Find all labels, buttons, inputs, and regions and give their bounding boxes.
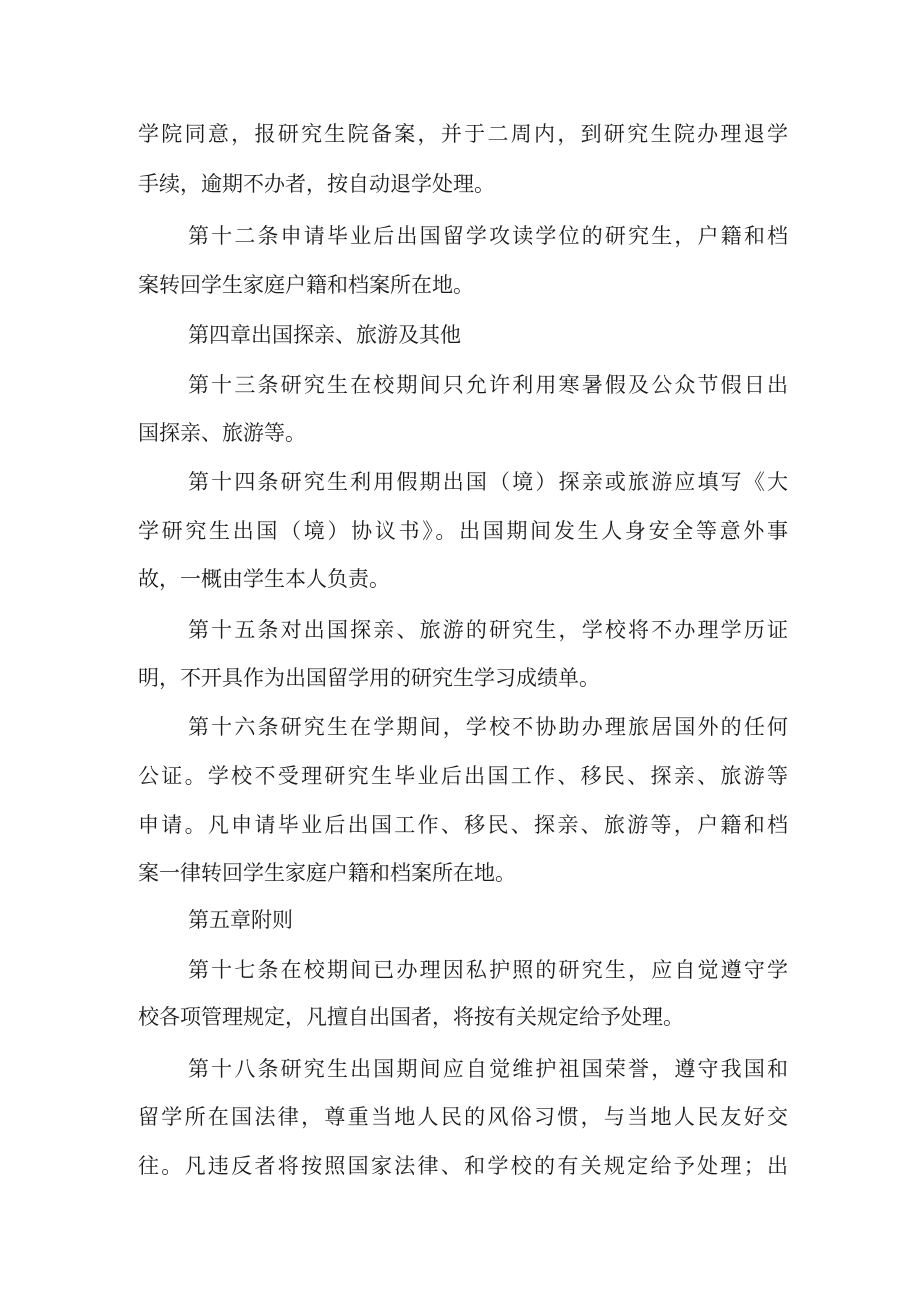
text-line: 往。凡违反者将按照国家法律、和学校的有关规定给予处理；出 — [138, 1154, 788, 1178]
text-line: 申请。凡申请毕业后出国工作、移民、探亲、旅游等，户籍和档 — [138, 813, 788, 837]
text-line: 第十三条研究生在校期间只允许利用寒暑假及公众节假日出 — [188, 373, 788, 397]
text-line: 第十二条申请毕业后出国留学攻读学位的研究生，户籍和档 — [188, 224, 788, 248]
text-line: 案转回学生家庭户籍和档案所在地。 — [138, 273, 474, 297]
text-line: 第十四条研究生利用假期出国（境）探亲或旅游应填写《大 — [188, 470, 788, 494]
text-line: 国探亲、旅游等。 — [138, 421, 306, 445]
text-line: 案一律转回学生家庭户籍和档案所在地。 — [138, 861, 516, 885]
text-line: 公证。学校不受理研究生毕业后出国工作、移民、探亲、旅游等 — [138, 764, 788, 788]
text-line: 第十七条在校期间已办理因私护照的研究生，应自觉遵守学 — [188, 958, 788, 982]
chapter-heading: 第五章附则 — [188, 908, 293, 932]
text-line: 第十五条对出国探亲、旅游的研究生，学校将不办理学历证 — [188, 618, 788, 642]
text-line: 手续，逾期不办者，按自动退学处理。 — [138, 172, 495, 196]
text-line: 校各项管理规定，凡擅自出国者，将按有关规定给予处理。 — [138, 1005, 684, 1029]
chapter-heading: 第四章出国探亲、旅游及其他 — [188, 323, 461, 347]
text-line: 学研究生出国（境）协议书》。出国期间发生人身安全等意外事 — [138, 519, 788, 543]
text-line: 学院同意，报研究生院备案，并于二周内，到研究生院办理退学 — [138, 122, 788, 146]
text-line: 故，一概由学生本人负责。 — [138, 567, 390, 591]
text-line: 留学所在国法律，尊重当地人民的风俗习惯，与当地人民友好交 — [138, 1105, 788, 1129]
text-line: 第十六条研究生在学期间，学校不协助办理旅居国外的任何 — [188, 715, 788, 739]
text-line: 明，不开具作为出国留学用的研究生学习成绩单。 — [138, 666, 600, 690]
text-line: 第十八条研究生出国期间应自觉维护祖国荣誉，遵守我国和 — [188, 1057, 788, 1081]
